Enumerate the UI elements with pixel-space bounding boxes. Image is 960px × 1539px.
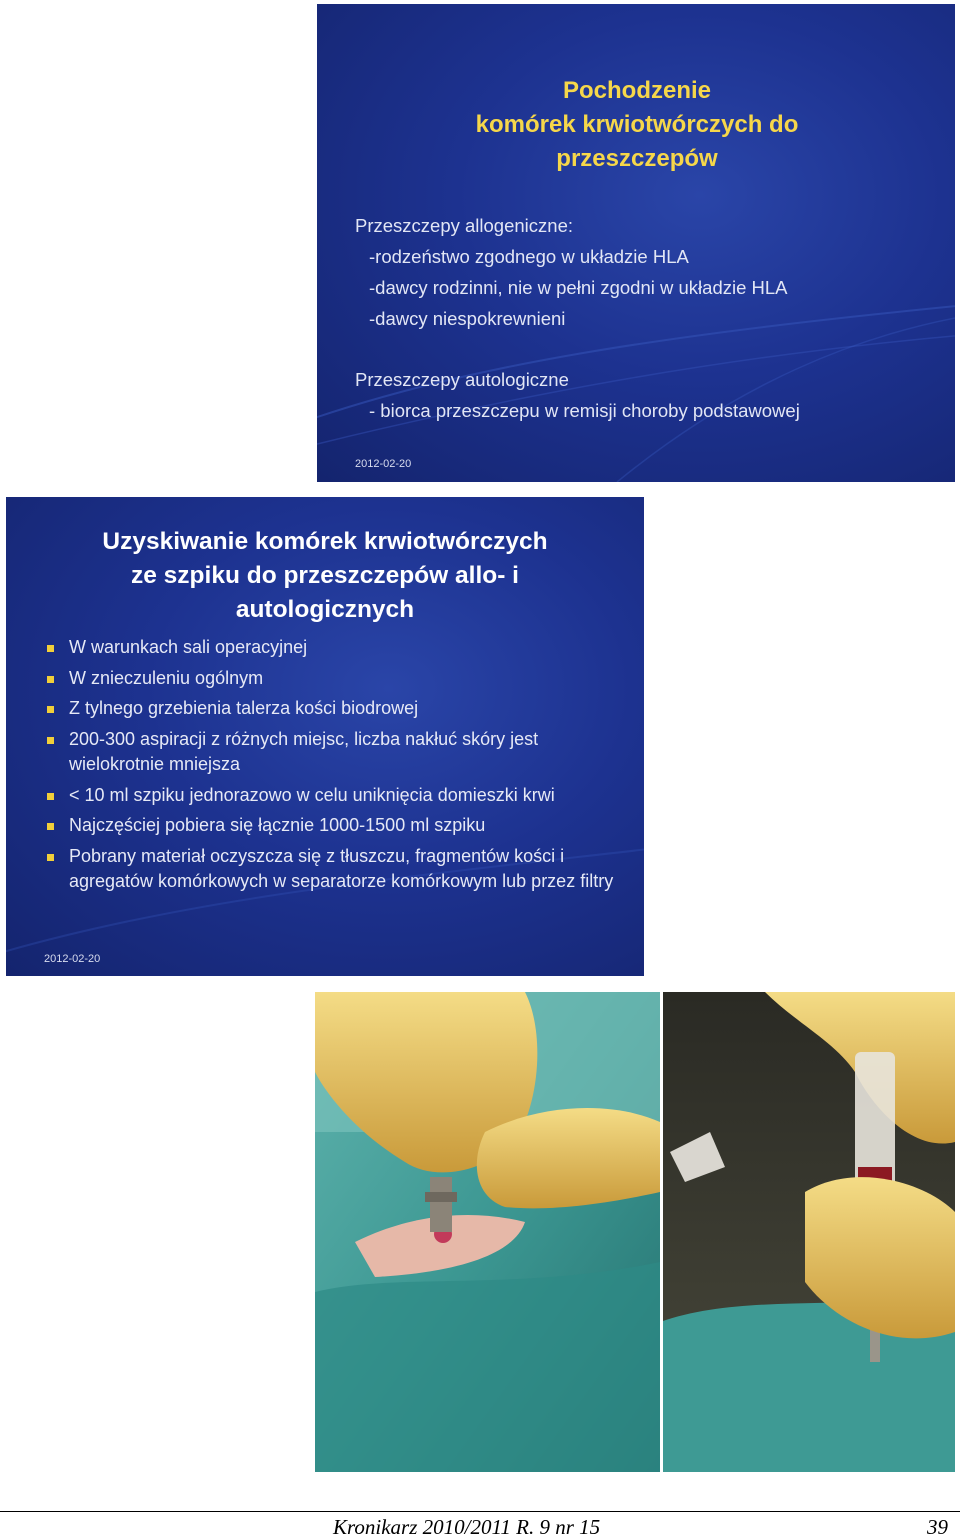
bullet-text: W znieczuleniu ogólnym — [69, 667, 264, 688]
bullet-list — [44, 635, 619, 900]
bullet-square-icon — [47, 793, 54, 800]
bullet-item — [44, 727, 619, 778]
bullet-item — [44, 844, 619, 895]
slide-title-line: autologicznych — [235, 596, 415, 623]
marrow-aspiration-photo — [315, 992, 955, 1472]
bullet-item — [44, 666, 619, 692]
bullet-text: Z tylnego grzebienia talerza kości biodrowej — [69, 698, 419, 718]
bullet-text: Najczęściej pobiera się łącznie 1000-1500 ml szpiku — [69, 815, 486, 835]
photo-illustration — [315, 992, 955, 1472]
slide-title-line: ze szpiku do przeszczepów allo- i — [131, 562, 519, 589]
allo-item: -rodzeństwo zgodnego w układzie HLA — [369, 246, 689, 267]
bullet-text: Pobrany materiał oczyszcza się z tłuszczu, fragmentów kości i agregatów komórkowych w separatorze komórkowym lub przez filtry — [69, 845, 614, 891]
slide-title-line: Pochodzenie — [562, 77, 712, 104]
slide-title-line: Uzyskiwanie komórek krwiotwórczych — [102, 528, 548, 555]
bullet-item — [44, 696, 619, 722]
slide-harvesting-bone-marrow — [6, 497, 644, 976]
bullet-square-icon — [47, 823, 54, 830]
page-number: 39 — [927, 1515, 948, 1539]
bullet-text: < 10 ml szpiku jednorazowo w celu uniknięcia domieszki krwi — [69, 784, 555, 805]
slide-title — [377, 74, 897, 176]
bullet-square-icon — [47, 645, 54, 652]
bullet-item — [44, 635, 619, 661]
slide-title — [6, 525, 644, 627]
bullet-square-icon — [47, 706, 54, 713]
auto-heading: Przeszczepy autologiczne — [355, 369, 569, 390]
bullet-square-icon — [47, 737, 54, 744]
bullet-item — [44, 783, 619, 809]
bullet-text: W warunkach sali operacyjnej — [69, 637, 308, 657]
slide-date: 2012-02-20 — [44, 953, 101, 965]
footer-rule — [0, 1511, 960, 1512]
auto-item: - biorca przeszczepu w remisji choroby podstawowej — [369, 400, 800, 421]
allo-item: -dawcy rodzinni, nie w pełni zgodni w układzie HLA — [369, 277, 788, 298]
allo-item: -dawcy niespokrewnieni — [369, 308, 566, 329]
slide-body — [355, 210, 800, 426]
slide-origin-of-stem-cells — [317, 4, 955, 482]
bullet-text: 200-300 aspiracji z różnych miejsc, liczba nakłuć skóry jest wielokrotnie mniejsza — [69, 728, 539, 774]
bullet-square-icon — [47, 676, 54, 683]
bullet-item — [44, 813, 619, 839]
journal-footer: Kronikarz 2010/2011 R. 9 nr 15 — [333, 1515, 601, 1539]
slide-title-line: komórek krwiotwórczych do — [475, 111, 799, 138]
slide-date: 2012-02-20 — [355, 458, 412, 470]
allo-heading: Przeszczepy allogeniczne: — [355, 215, 573, 236]
bullet-square-icon — [47, 854, 54, 861]
slide-title-line: przeszczepów — [556, 145, 718, 172]
